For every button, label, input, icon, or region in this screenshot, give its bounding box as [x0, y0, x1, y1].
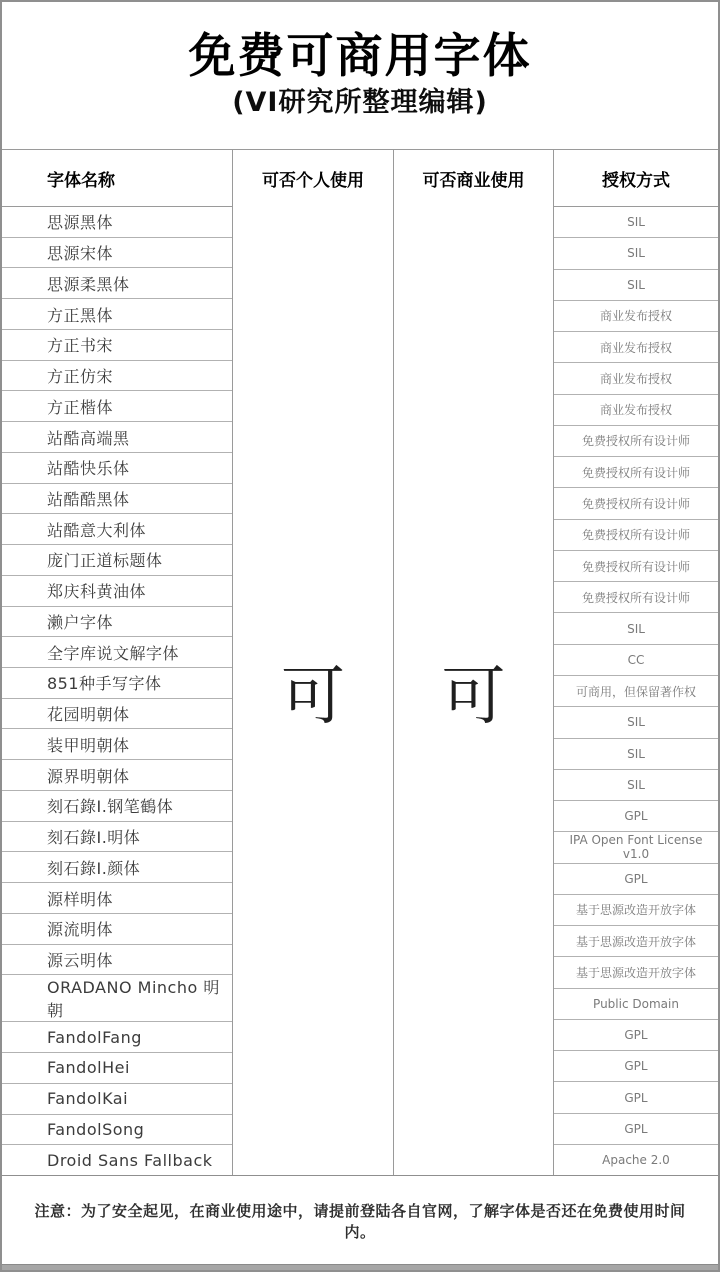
license-cell: 商业发布授权	[554, 332, 718, 363]
font-name-cells	[2, 207, 232, 1175]
font-table	[2, 150, 718, 1176]
license-cell: 免费授权所有设计师	[554, 582, 718, 613]
font-name-cell: 方正黑体	[2, 299, 232, 330]
license-cell: SIL	[554, 770, 718, 801]
font-name-cell: 庞门正道标题体	[2, 545, 232, 576]
font-name-cell: 源界明朝体	[2, 760, 232, 791]
font-name-cell: 方正书宋	[2, 330, 232, 361]
font-name-cell: 源样明体	[2, 883, 232, 914]
column-font-name	[2, 150, 233, 1175]
license-cell: 免费授权所有设计师	[554, 551, 718, 582]
font-name-cell: 思源柔黑体	[2, 268, 232, 299]
font-name-cell: 方正仿宋	[2, 361, 232, 392]
page-title: 免费可商用字体	[188, 29, 532, 85]
license-cells	[554, 207, 718, 1175]
license-cell: 免费授权所有设计师	[554, 426, 718, 457]
font-name-cell: ORADANO Mincho 明朝	[2, 975, 232, 1022]
font-name-cell: 濑户字体	[2, 607, 232, 638]
font-name-cell: 站酷酷黑体	[2, 484, 232, 515]
font-name-cell: Droid Sans Fallback	[2, 1145, 232, 1175]
license-cell: 免费授权所有设计师	[554, 457, 718, 488]
license-cell: SIL	[554, 613, 718, 644]
font-name-cell: 思源黑体	[2, 207, 232, 238]
license-cell: CC	[554, 645, 718, 676]
license-cell: SIL	[554, 238, 718, 269]
font-name-cell: 站酷意大利体	[2, 514, 232, 545]
license-cell: GPL	[554, 1082, 718, 1113]
license-cell: 基于思源改造开放字体	[554, 926, 718, 957]
column-personal-use	[233, 150, 394, 1175]
license-cell: SIL	[554, 270, 718, 301]
font-name-cell: 站酷高端黑	[2, 422, 232, 453]
license-cell: Public Domain	[554, 989, 718, 1020]
font-name-cell: 源流明体	[2, 914, 232, 945]
license-cell: SIL	[554, 707, 718, 738]
license-cell: 基于思源改造开放字体	[554, 895, 718, 926]
title-block	[2, 2, 718, 150]
license-cell: SIL	[554, 207, 718, 238]
font-name-cell: 源云明体	[2, 945, 232, 976]
font-name-cell: 方正楷体	[2, 391, 232, 422]
font-name-cell: 装甲明朝体	[2, 729, 232, 760]
font-name-cell: 851种手写字体	[2, 668, 232, 699]
font-name-cell: 郑庆科黄油体	[2, 576, 232, 607]
font-name-cell: 全字库说文解字体	[2, 637, 232, 668]
commercial-use-merged-cell: 可	[441, 660, 506, 734]
font-name-cell: FandolFang	[2, 1022, 232, 1053]
license-cell: GPL	[554, 1051, 718, 1082]
license-cell: GPL	[554, 864, 718, 895]
license-cell: Apache 2.0	[554, 1145, 718, 1175]
license-cell: SIL	[554, 739, 718, 770]
license-cell: GPL	[554, 801, 718, 832]
font-name-cell: FandolKai	[2, 1084, 232, 1115]
font-name-cell: FandolSong	[2, 1115, 232, 1146]
font-name-cell: 刻石錄I.钢笔鶴体	[2, 791, 232, 822]
column-header-license: 授权方式	[554, 150, 718, 207]
column-license	[554, 150, 718, 1175]
license-cell: 免费授权所有设计师	[554, 520, 718, 551]
license-cell: 商业发布授权	[554, 363, 718, 394]
license-cell: IPA Open Font License v1.0	[554, 832, 718, 863]
license-cell: 商业发布授权	[554, 395, 718, 426]
license-cell: GPL	[554, 1020, 718, 1051]
column-commercial-use	[394, 150, 554, 1175]
font-name-cell: 思源宋体	[2, 238, 232, 269]
column-header-commercial-use: 可否商业使用	[422, 171, 525, 191]
license-cell: 免费授权所有设计师	[554, 488, 718, 519]
font-name-cell: FandolHei	[2, 1053, 232, 1084]
font-name-cell: 站酷快乐体	[2, 453, 232, 484]
font-name-cell: 刻石錄I.明体	[2, 822, 232, 853]
page-subtitle: (VI研究所整理编辑)	[232, 87, 488, 119]
column-header-font-name: 字体名称	[2, 150, 232, 207]
column-header-personal-use: 可否个人使用	[262, 171, 364, 191]
personal-use-merged-cell: 可	[281, 660, 345, 734]
bottom-strip	[2, 1264, 718, 1270]
license-cell: 可商用，但保留著作权	[554, 676, 718, 707]
license-cell: GPL	[554, 1114, 718, 1145]
font-name-cell: 刻石錄I.颜体	[2, 852, 232, 883]
license-cell: 基于思源改造开放字体	[554, 957, 718, 988]
license-cell: 商业发布授权	[554, 301, 718, 332]
footer-note: 注意：为了安全起见，在商业使用途中，请提前登陆各自官网，了解字体是否还在免费使用时间内。	[34, 1202, 686, 1241]
font-name-cell: 花园明朝体	[2, 699, 232, 730]
